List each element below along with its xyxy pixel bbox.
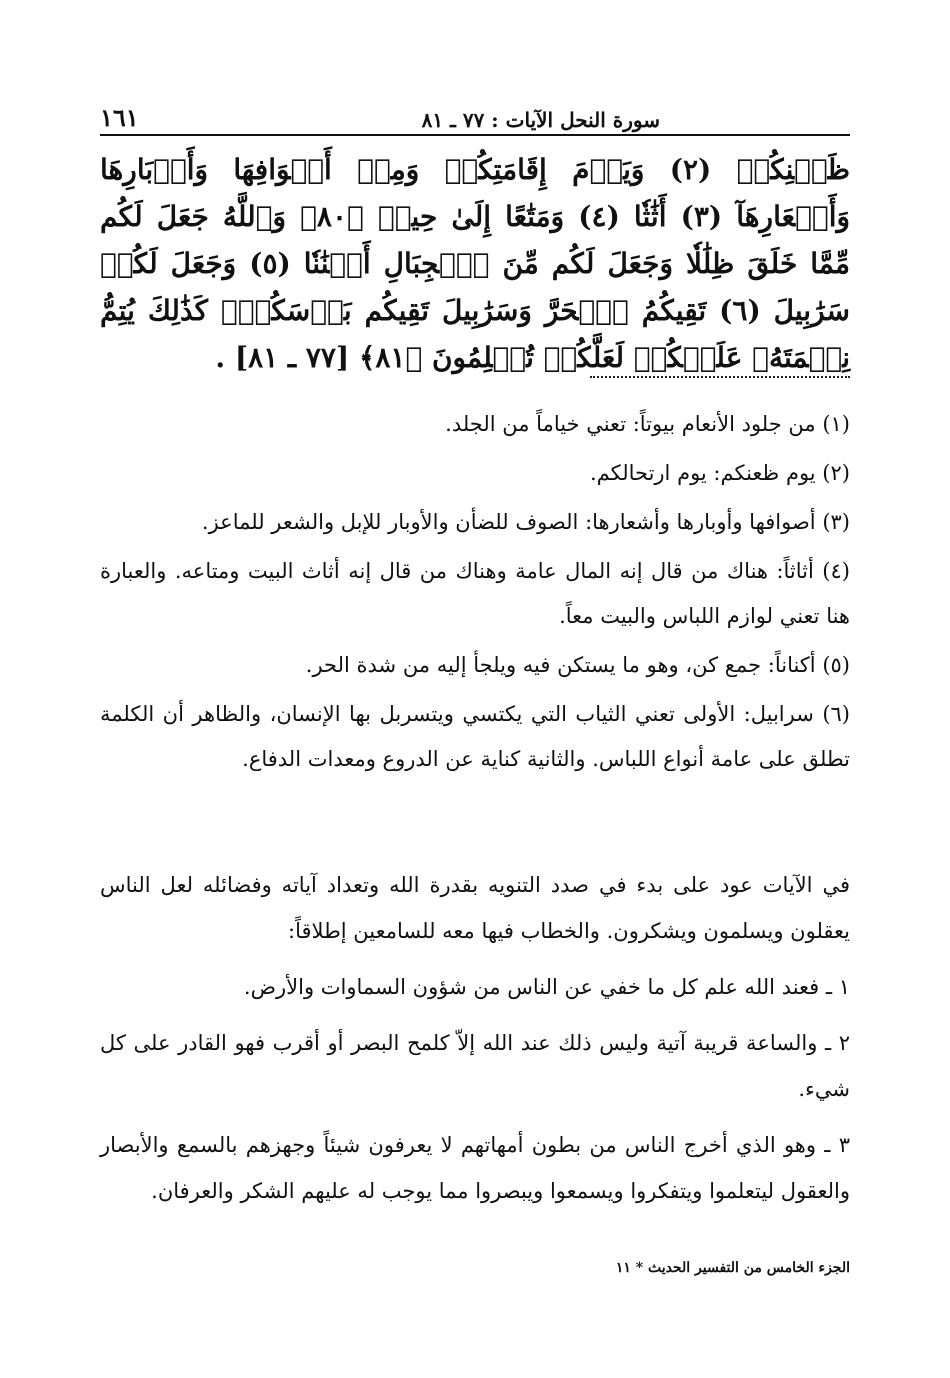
commentary-paragraph: ٢ ـ والساعة قريبة آتية وليس ذلك عند الله إلاّ كلمح البصر أو أقرب فهو القادر على كل شيء. bbox=[100, 1031, 850, 1101]
commentary-paragraph: ١ ـ فعند الله علم كل ما خفي عن الناس من شؤون السماوات والأرض. bbox=[243, 975, 850, 999]
footnote: (٢) يوم ظعنكم: يوم ارتحالكم. bbox=[589, 461, 850, 485]
quran-verses: ظَعۡنِكُمۡ (٢) وَيَوۡمَ إِقَامَتِكُمۡ وَمِنۡ أَصۡوَافِهَا وَأَوۡبَارِهَا وَأَشۡعَارِهَآ (٣) أَثَٰثٗا (٤) وَمَتَٰعًا إِلَىٰ حِينٖ ﴿٨٠﴾ وَٱللَّهُ جَعَلَ لَكُم مِّمَّا خَلَقَ ظِلَٰلٗا وَجَعَلَ لَكُم مِّنَ ٱلۡجِبَالِ أَكۡنَٰنٗا (٥) وَجَعَلَ لَكُمۡ سَرَٰبِيلَ (٦) تَقِيكُمُ ٱلۡحَرَّ وَسَرَٰبِيلَ تَقِيكُم بَأۡسَكُمۡۚ كَذَٰلِكَ يُتِمُّ نِعۡمَتَهُۥ عَلَيۡكُمۡ لَعَلَّكُمۡ تُسۡلِمُونَ ﴿٨١﴾ [٧٧ ـ ٨١] . bbox=[100, 153, 851, 374]
footnote: (٤) أثاثاً: هناك من قال إنه المال عامة وهناك من قال إنه أثاث البيت ومتاعه. والعبارة هنا تعني لوازم اللباس والبيت معاً. bbox=[100, 559, 850, 628]
page-header bbox=[100, 100, 850, 132]
footnote-separator bbox=[590, 376, 850, 378]
commentary-paragraph: في الآيات عود على بدء في صدد التنويه بقدرة الله وتعداد آياته وفضائله لعل الناس يعقلون ويسلمون ويشكرون. والخطاب فيها معه للسامعين إطلاقاً: bbox=[100, 873, 850, 943]
footnote: (٣) أصوافها وأوبارها وأشعارها: الصوف للضأن والأوبار للإبل والشعر للماعز. bbox=[201, 510, 850, 534]
commentary-paragraph: ٣ ـ وهو الذي أخرج الناس من بطون أمهاتهم لا يعرفون شيئاً وجهزهم بالسمع والأبصار والعقول ليتعلموا ويتفكروا ويسمعوا ويبصروا مما يوجب له عليهم الشكر والعرفان. bbox=[100, 1133, 850, 1203]
header-rule bbox=[100, 134, 850, 136]
footnote: (٦) سرابيل: الأولى تعني الثياب التي يكتسي ويتسربل بها الإنسان، والظاهر أن الكلمة تطلق على عامة أنواع اللباس. والثانية كناية عن الدروع ومعدات الدفاع. bbox=[100, 702, 850, 771]
page-number: ١٦١ bbox=[100, 103, 139, 132]
commentary bbox=[100, 862, 850, 1224]
footnotes bbox=[100, 402, 850, 786]
running-title: سورة النحل الآيات : ٧٧ ـ ٨١ bbox=[421, 108, 660, 132]
footnote: (٥) أكناناً: جمع كن، وهو ما يستكن فيه ويلجأ إليه من شدة الحر. bbox=[305, 653, 850, 677]
page-footer: الجزء الخامس من التفسير الحديث * ١١ bbox=[615, 1260, 850, 1276]
footnote: (١) من جلود الأنعام بيوتاً: تعني خياماً من الجلد. bbox=[445, 412, 850, 436]
